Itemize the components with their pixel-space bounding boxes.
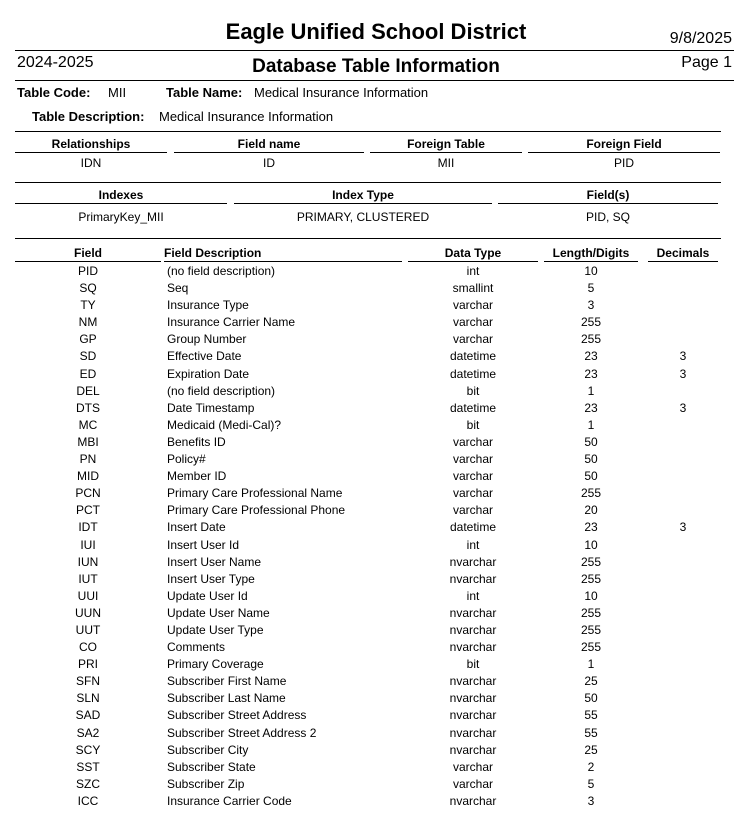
field-code: TY (80, 298, 96, 313)
index-type: PRIMARY, CLUSTERED (296, 210, 430, 224)
table-code-value: MII (108, 85, 127, 100)
table-row (0, 657, 752, 674)
field-description: Update User Name (167, 605, 270, 620)
field-description: Primary Coverage (167, 657, 264, 672)
field-data-type: nvarchar (449, 674, 497, 689)
relationship-field-name: ID (263, 156, 275, 170)
table-row (0, 555, 752, 572)
field-data-type: nvarchar (449, 725, 497, 740)
field-description: Insert Date (167, 520, 226, 535)
field-data-type: varchar (452, 332, 493, 347)
field-description: Insurance Carrier Code (167, 793, 292, 808)
field-data-type: varchar (452, 759, 493, 774)
indexes-header: Indexes (15, 188, 227, 204)
field-code: PRI (77, 657, 98, 672)
field-length: 5 (587, 281, 595, 296)
field-length: 23 (584, 520, 598, 535)
field-data-type: nvarchar (449, 708, 497, 723)
field-data-type: int (466, 264, 480, 278)
field-description: Comments (167, 640, 226, 655)
table-row (0, 401, 752, 418)
table-row (0, 315, 752, 332)
page-number: Page 1 (681, 54, 732, 71)
field-description: Medicaid (Medi-Cal)? (167, 417, 282, 432)
field-data-type: datetime (449, 349, 497, 364)
table-name-label: Table Name: (166, 85, 243, 100)
field-decimals: 3 (679, 520, 687, 535)
field-length: 255 (580, 571, 602, 586)
field-length: 1 (587, 383, 595, 398)
table-row (0, 743, 752, 760)
relationship-foreign-field: PID (613, 156, 634, 170)
field-description: Insurance Type (167, 298, 249, 313)
table-row (0, 503, 752, 520)
field-code: SQ (79, 281, 97, 296)
field-length: 10 (584, 588, 598, 603)
table-row (0, 435, 752, 452)
table-code-label: Table Code: (17, 85, 91, 100)
field-description: Primary Care Professional Phone (167, 503, 346, 518)
field-description: Benefits ID (167, 434, 226, 449)
table-row (0, 708, 752, 725)
field-data-type: nvarchar (449, 742, 497, 757)
field-description: (no field description) (167, 264, 276, 278)
field-data-type: bit (466, 657, 480, 672)
field-data-type: nvarchar (449, 554, 497, 569)
relationship-foreign-table: MII (437, 156, 455, 170)
header-divider-bottom (15, 80, 734, 81)
table-row (0, 469, 752, 486)
field-code: CO (79, 640, 97, 655)
table-row (0, 589, 752, 606)
table-row (0, 674, 752, 691)
index-fields: PID, SQ (585, 210, 630, 224)
field-length: 1 (587, 657, 595, 672)
header-divider-top (15, 50, 734, 51)
table-row (0, 349, 752, 366)
field-length: 25 (584, 742, 598, 757)
field-description: Primary Care Professional Name (167, 486, 343, 501)
field-length: 255 (580, 332, 602, 347)
field-description: Update User Type (167, 622, 264, 637)
field-description: Expiration Date (167, 366, 250, 381)
field-code: SFN (76, 674, 100, 689)
field-data-type: varchar (452, 469, 493, 484)
table-row (0, 691, 752, 708)
field-code: GP (79, 332, 97, 347)
table-row (0, 486, 752, 503)
field-length: 2 (587, 759, 595, 774)
field-decimals: 3 (679, 366, 687, 381)
field-description: Seq (167, 281, 189, 296)
field-length: 3 (587, 298, 595, 313)
foreign-table-header: Foreign Table (370, 137, 522, 153)
table-description-value: Medical Insurance Information (159, 109, 334, 124)
field-description: Group Number (167, 332, 247, 347)
field-code: UUT (75, 622, 101, 637)
field-name-header: Field name (174, 137, 364, 153)
field-length: 23 (584, 349, 598, 364)
field-data-type: varchar (452, 452, 493, 467)
field-data-type: int (466, 537, 480, 552)
field-length: 255 (580, 554, 602, 569)
field-length: 25 (584, 674, 598, 689)
field-length: 10 (584, 264, 598, 278)
field-code: MC (78, 417, 98, 432)
table-row (0, 777, 752, 794)
field-description: Subscriber Zip (167, 776, 245, 791)
report-date: 9/8/2025 (669, 30, 732, 47)
field-column-header: Field (15, 246, 161, 262)
field-length: 55 (584, 708, 598, 723)
school-year: 2024-2025 (17, 54, 94, 71)
decimals-header: Decimals (648, 246, 718, 262)
field-description: Subscriber Last Name (167, 691, 286, 706)
field-data-type: datetime (449, 366, 497, 381)
table-row (0, 418, 752, 435)
field-data-type: datetime (449, 520, 497, 535)
index-name: PrimaryKey_MII (78, 210, 164, 224)
relationship-name: IDN (80, 156, 102, 170)
field-description: Policy# (167, 452, 206, 467)
field-data-type: nvarchar (449, 605, 497, 620)
field-data-type: varchar (452, 776, 493, 791)
field-length: 23 (584, 366, 598, 381)
field-description: Subscriber First Name (167, 674, 287, 689)
field-decimals: 3 (679, 349, 687, 364)
field-code: PID (77, 264, 98, 278)
field-data-type: nvarchar (449, 691, 497, 706)
report-title: Database Table Information (252, 56, 500, 77)
table-row (0, 281, 752, 298)
field-code: SCY (75, 742, 101, 757)
table-row (0, 640, 752, 657)
field-data-type: nvarchar (449, 793, 497, 808)
field-code: SAD (75, 708, 101, 723)
field-code: IUT (78, 571, 98, 586)
fields-top-rule (15, 238, 721, 239)
field-code: SZC (76, 776, 100, 791)
table-row (0, 332, 752, 349)
field-code: SD (79, 349, 97, 364)
field-data-type: nvarchar (449, 571, 497, 586)
field-data-type: nvarchar (449, 640, 497, 655)
field-code: MBI (77, 434, 99, 449)
field-data-type: datetime (449, 400, 497, 415)
field-code: ICC (77, 793, 99, 808)
field-code: MID (77, 469, 99, 484)
relationships-header: Relationships (15, 137, 167, 153)
field-code: NM (78, 315, 98, 330)
index-type-header: Index Type (234, 188, 492, 204)
field-data-type: smallint (452, 281, 494, 296)
table-row (0, 760, 752, 777)
length-digits-header: Length/Digits (544, 246, 638, 262)
field-data-type: int (466, 588, 480, 603)
field-data-type: bit (466, 383, 480, 398)
table-row (0, 452, 752, 469)
field-description: Insert User Name (167, 554, 262, 569)
field-length: 255 (580, 486, 602, 501)
field-code: DEL (76, 383, 100, 398)
table-row (0, 384, 752, 401)
fields-table-body (0, 264, 752, 811)
field-length: 3 (587, 793, 595, 808)
field-length: 50 (584, 469, 598, 484)
table-row (0, 520, 752, 537)
field-length: 20 (584, 503, 598, 518)
table-row (0, 264, 752, 281)
field-data-type: varchar (452, 315, 493, 330)
field-code: ED (79, 366, 97, 381)
field-code: SA2 (76, 725, 100, 740)
index-fields-header: Field(s) (498, 188, 718, 204)
table-row (0, 538, 752, 555)
data-type-header: Data Type (408, 246, 538, 262)
field-description: Subscriber Street Address (167, 708, 307, 723)
field-length: 255 (580, 605, 602, 620)
field-code: IUN (77, 554, 99, 569)
field-code: SLN (76, 691, 100, 706)
field-code: UUI (77, 588, 99, 603)
field-description: Effective Date (167, 349, 242, 364)
field-code: IUI (80, 537, 96, 552)
foreign-field-header: Foreign Field (528, 137, 720, 153)
table-row (0, 794, 752, 811)
field-description: Member ID (167, 469, 227, 484)
district-title: Eagle Unified School District (225, 19, 527, 44)
field-description: Insurance Carrier Name (167, 315, 296, 330)
field-description: Subscriber Street Address 2 (167, 725, 317, 740)
field-description: Date Timestamp (167, 400, 255, 415)
field-data-type: nvarchar (449, 622, 497, 637)
field-length: 50 (584, 434, 598, 449)
field-code: UUN (75, 605, 101, 620)
table-row (0, 367, 752, 384)
table-row (0, 726, 752, 743)
field-code: PN (79, 452, 97, 467)
field-code: PCT (76, 503, 100, 518)
field-data-type: bit (466, 417, 480, 432)
field-description: Insert User Type (167, 571, 255, 586)
field-data-type: varchar (452, 503, 493, 518)
field-length: 10 (584, 537, 598, 552)
indexes-top-rule (15, 182, 721, 183)
field-data-type: varchar (452, 486, 493, 501)
field-length: 23 (584, 400, 598, 415)
field-code: PCN (75, 486, 101, 501)
field-decimals: 3 (679, 400, 687, 415)
table-row (0, 572, 752, 589)
field-data-type: varchar (452, 434, 493, 449)
table-row (0, 623, 752, 640)
field-description: Insert User Id (167, 537, 240, 552)
field-length: 255 (580, 622, 602, 637)
field-code: SST (76, 759, 100, 774)
field-length: 255 (580, 315, 602, 330)
field-description: (no field description) (167, 383, 276, 398)
table-row (0, 606, 752, 623)
field-length: 50 (584, 691, 598, 706)
field-description: Subscriber City (167, 742, 249, 757)
field-data-type: varchar (452, 298, 493, 313)
table-description-label: Table Description: (32, 109, 145, 124)
field-length: 50 (584, 452, 598, 467)
field-length: 255 (580, 640, 602, 655)
field-code: IDT (78, 520, 98, 535)
table-name-value: Medical Insurance Information (254, 85, 429, 100)
field-length: 55 (584, 725, 598, 740)
field-length: 5 (587, 776, 595, 791)
field-code: DTS (76, 400, 100, 415)
field-description: Update User Id (167, 588, 248, 603)
field-description: Subscriber State (167, 759, 256, 774)
field-length: 1 (587, 417, 595, 432)
relationships-top-rule (15, 131, 721, 132)
field-description-header: Field Description (164, 246, 402, 262)
table-row (0, 298, 752, 315)
